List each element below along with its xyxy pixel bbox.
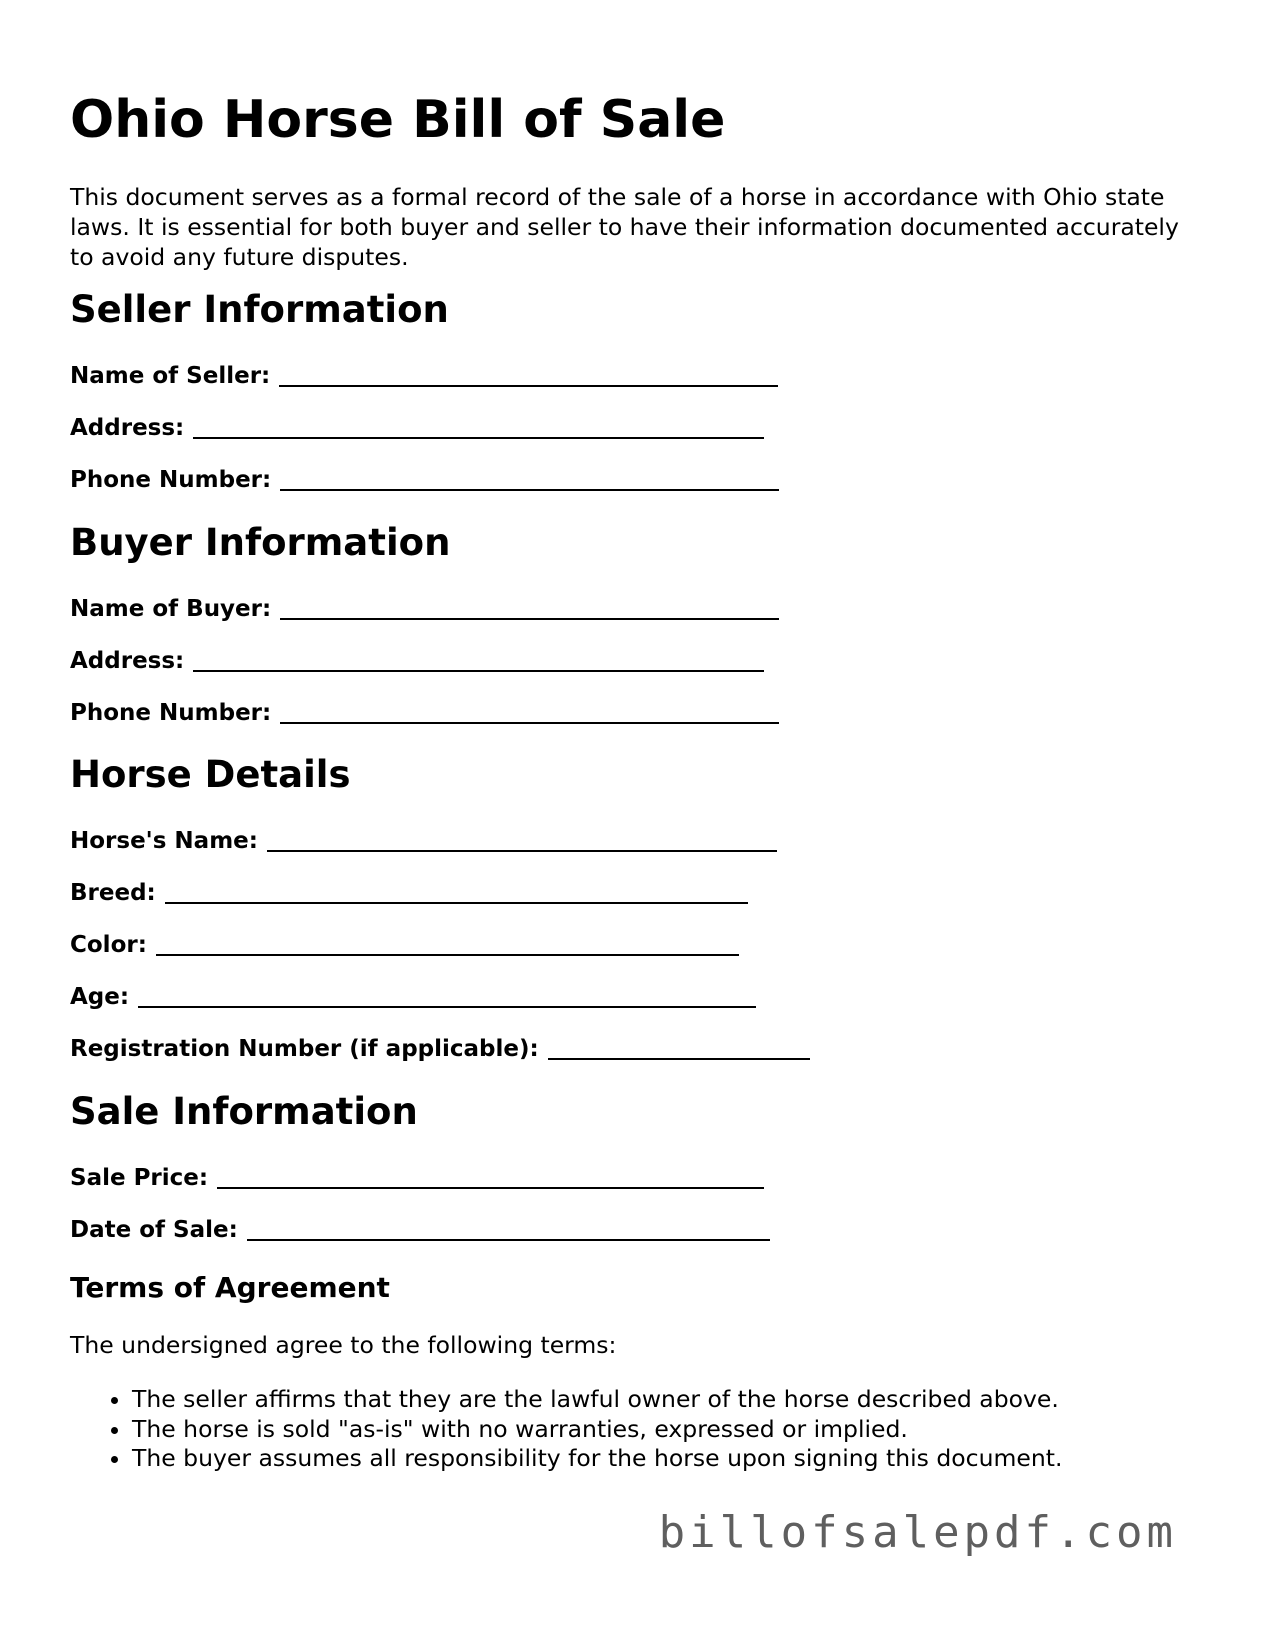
seller-name-field[interactable] (70, 360, 778, 390)
list-item: • The horse is sold "as-is" with no warranties, expressed or implied. (132, 1415, 1062, 1445)
seller-section-heading: Seller Information (70, 288, 449, 331)
horse-color-line[interactable] (156, 954, 739, 956)
buyer-phone-field[interactable] (70, 697, 779, 727)
horse-age-field[interactable] (70, 981, 756, 1011)
seller-name-label: Name of Seller: (70, 363, 271, 389)
horse-name-field[interactable] (70, 825, 777, 855)
horse-breed-line[interactable] (165, 902, 748, 904)
terms-intro: The undersigned agree to the following terms: (70, 1331, 617, 1359)
list-item: • The seller affirms that they are the lawful owner of the horse described above. (132, 1385, 1062, 1415)
seller-name-line[interactable] (279, 385, 778, 387)
seller-phone-field[interactable] (70, 464, 779, 494)
sale-price-line[interactable] (217, 1187, 764, 1189)
buyer-name-field[interactable] (70, 593, 779, 623)
seller-address-label: Address: (70, 415, 185, 441)
seller-phone-label: Phone Number: (70, 467, 272, 493)
terms-list (70, 1385, 1062, 1474)
buyer-name-label: Name of Buyer: (70, 596, 272, 622)
buyer-address-line[interactable] (193, 670, 764, 672)
sale-price-label: Sale Price: (70, 1165, 209, 1191)
buyer-address-label: Address: (70, 648, 185, 674)
horse-color-field[interactable] (70, 929, 739, 959)
horse-registration-field[interactable] (70, 1033, 810, 1063)
horse-age-label: Age: (70, 984, 130, 1010)
buyer-name-line[interactable] (280, 618, 779, 620)
horse-age-line[interactable] (138, 1006, 756, 1008)
list-item: • The buyer assumes all responsibility for the horse upon signing this document. (132, 1444, 1062, 1474)
horse-name-line[interactable] (267, 850, 777, 852)
horse-registration-label: Registration Number (if applicable): (70, 1036, 539, 1062)
buyer-phone-line[interactable] (280, 722, 779, 724)
sale-date-label: Date of Sale: (70, 1217, 238, 1243)
seller-address-line[interactable] (193, 437, 764, 439)
horse-color-label: Color: (70, 932, 147, 958)
watermark-text: billofsalepdf.com (658, 1507, 1177, 1558)
sale-date-field[interactable] (70, 1214, 770, 1244)
terms-heading: Terms of Agreement (70, 1271, 390, 1304)
seller-address-field[interactable] (70, 412, 764, 442)
horse-name-label: Horse's Name: (70, 828, 258, 854)
sale-date-line[interactable] (247, 1239, 770, 1241)
buyer-address-field[interactable] (70, 645, 764, 675)
buyer-phone-label: Phone Number: (70, 700, 272, 726)
seller-phone-line[interactable] (280, 489, 779, 491)
horse-breed-field[interactable] (70, 877, 748, 907)
document-title: Ohio Horse Bill of Sale (70, 90, 726, 150)
intro-paragraph: This document serves as a formal record of the sale of a horse in accordance with Ohio state laws. It is essential for both buyer and seller to have their information documented accurately to avoid any future disputes. (70, 183, 1179, 271)
horse-breed-label: Breed: (70, 880, 156, 906)
sale-price-field[interactable] (70, 1162, 764, 1192)
horse-section-heading: Horse Details (70, 753, 351, 796)
horse-registration-line[interactable] (548, 1058, 810, 1060)
sale-section-heading: Sale Information (70, 1090, 418, 1133)
buyer-section-heading: Buyer Information (70, 521, 451, 564)
